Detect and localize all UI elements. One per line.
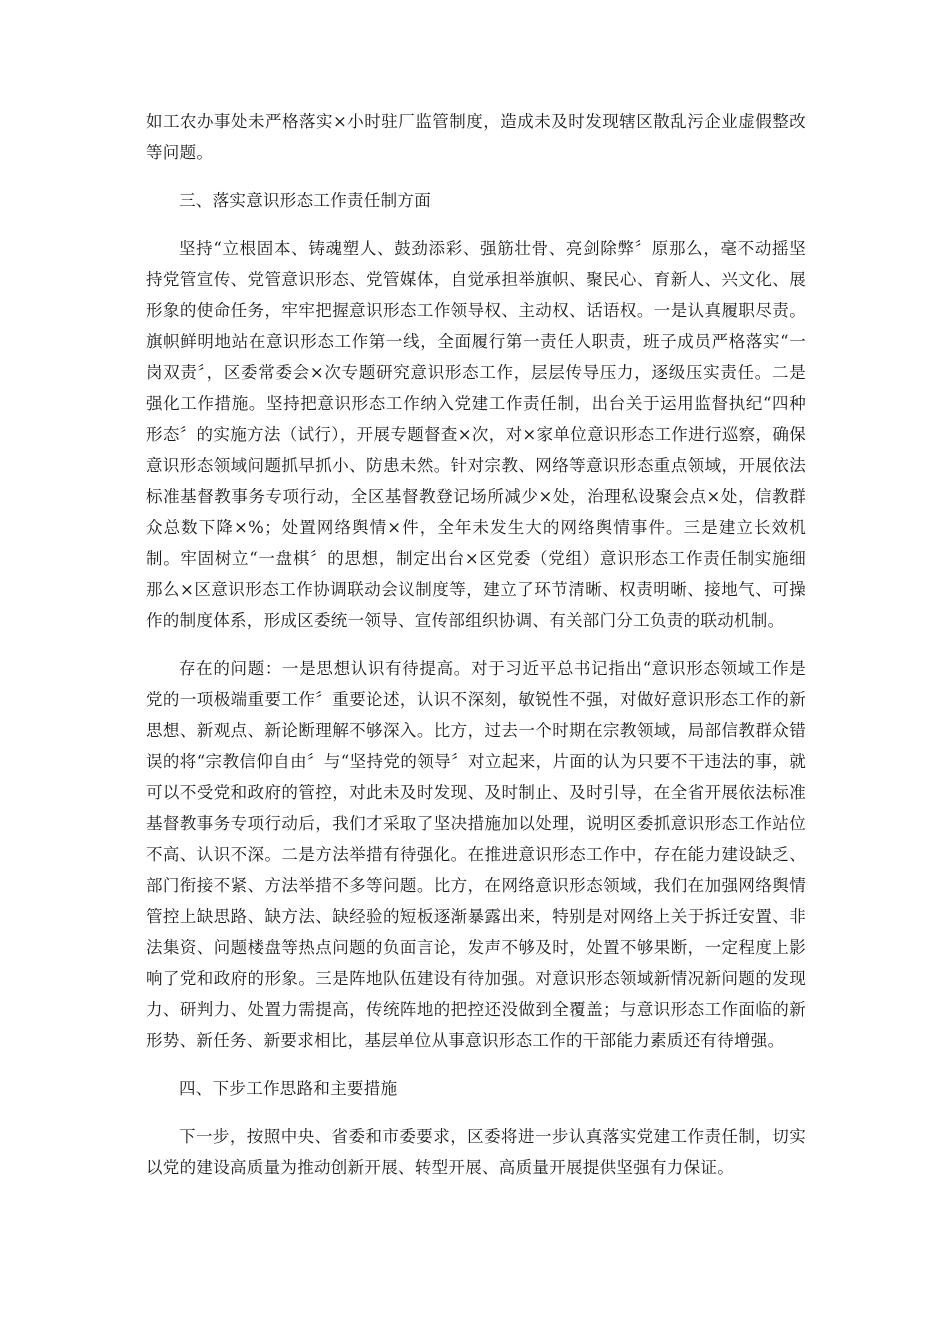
section-heading-3: 三、落实意识形态工作责任制方面 (179, 191, 431, 210)
document-body (146, 106, 806, 1183)
body-paragraph-ideology: 坚持“立根固本、铸魂塑人、鼓劲添彩、强筋壮骨、亮剑除弊〞原那么，毫不动摇坚持党管宣传、党管意识形态、党管媒体，自觉承担举旗帜、聚民心、育新人、兴文化、展形象的使命任务，牢牢把握意识形态工作领导权、主动权、话语权。一是认真履职尽责。旗帜鲜明地站在意识形态工作第一线，全面履行第一责任人职责，班子成员严格落实“一岗双责〞，区委常委会×次专题研究意识形态工作，层层传导压力，逐级压实责任。二是强化工作措施。坚持把意识形态工作纳入党建工作责任制，出台关于运用监督执纪“四种形态〞的实施方法（试行），开展专题督查×次，对×家单位意识形态工作进行巡察，确保意识形态领域问题抓早抓小、防患未然。针对宗教、网络等意识形态重点领域，开展依法标准基督教事务专项行动，全区基督教登记场所减少×处，治理私设聚会点×处，信教群众总数下降×%；处置网络舆情×件，全年未发生大的网络舆情事件。三是建立长效机制。牢固树立“一盘棋〞的思想，制定出台×区党委（党组）意识形态工作责任制实施细那么×区意识形态工作协调联动会议制度等，建立了环节清晰、权责明晰、接地气、可操作的制度体系，形成区委统一领导、宣传部组织协调、有关部门分工负责的联动机制。 (146, 239, 806, 630)
section-heading-4: 四、下步工作思路和主要措施 (179, 1079, 398, 1098)
body-paragraph-next-steps: 下一步，按照中央、省委和市委要求，区委将进一步认真落实党建工作责任制，切实以党的建设高质量为推动创新开展、转型开展、高质量开展提供坚强有力保证。 (146, 1127, 806, 1177)
continuation-paragraph: 如工农办事处未严格落实×小时驻厂监管制度，造成未及时发现辖区散乱污企业虚假整改等问题。 (146, 112, 806, 162)
body-paragraph-problems: 存在的问题：一是思想认识有待提高。对于习近平总书记指出“意识形态领域工作是党的一项极端重要工作〞重要论述，认识不深刻，敏锐性不强，对做好意识形态工作的新思想、新观点、新论断理解不够深入。比方，过去一个时期在宗教领域，局部信教群众错误的将“宗教信仰自由〞与“坚持党的领导〞对立起来，片面的认为只要不干违法的事，就可以不受党和政府的管控，对此未及时发现、及时制止、及时引导，在全省开展依法标准基督教事务专项行动后，我们才采取了坚决措施加以处理，说明区委抓意识形态工作站位不高、认识不深。二是方法举措有待强化。在推进意识形态工作中，存在能力建设缺乏、部门衔接不紧、方法举措不多等问题。比方，在网络意识形态领域，我们在加强网络舆情管控上缺思路、缺方法、缺经验的短板逐渐暴露出来，特别是对网络上关于拆迁安置、非法集资、问题楼盘等热点问题的负面言论，发声不够及时，处置不够果断，一定程度上影响了党和政府的形象。三是阵地队伍建设有待加强。对意识形态领域新情况新问题的发现力、研判力、处置力需提高，传统阵地的把控还没做到全覆盖；与意识形态工作面临的新形势、新任务、新要求相比，基层单位从事意识形态工作的干部能力素质还有待增强。 (146, 659, 806, 1050)
